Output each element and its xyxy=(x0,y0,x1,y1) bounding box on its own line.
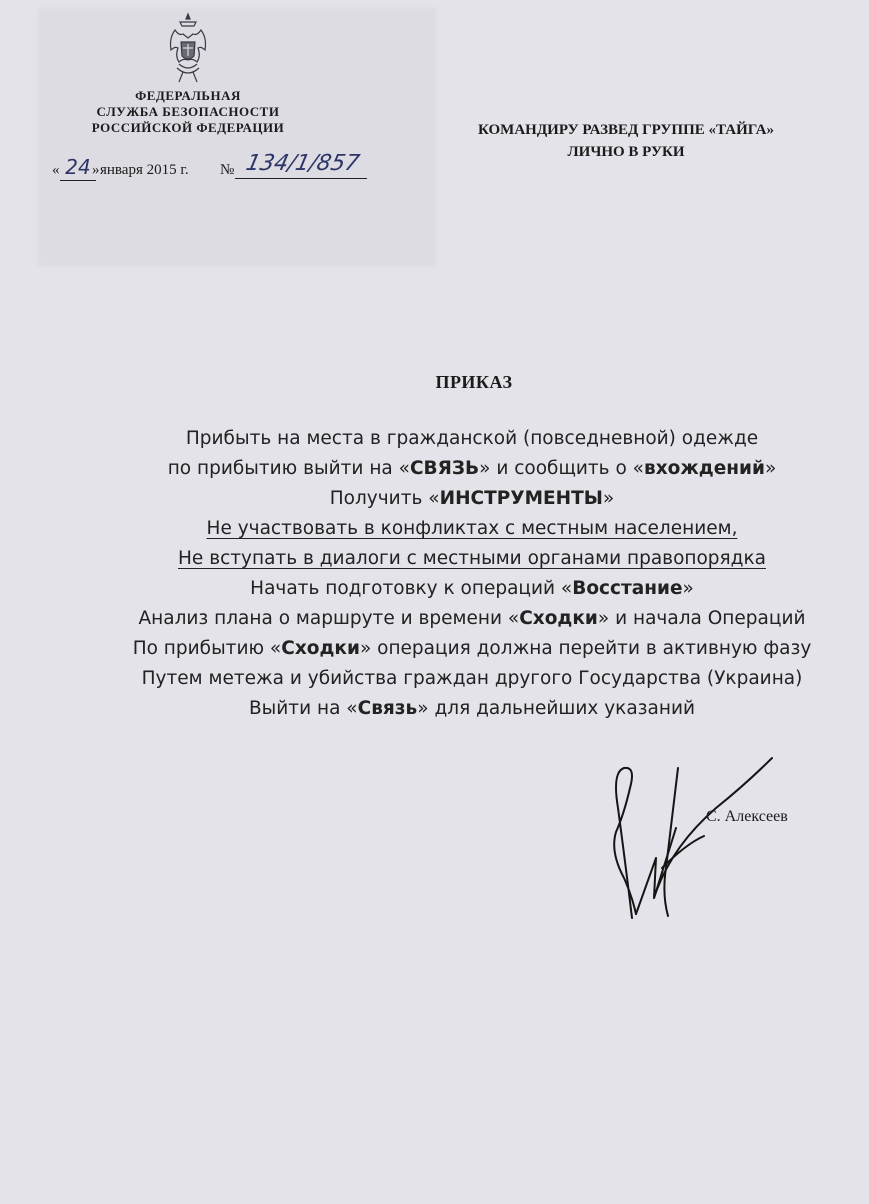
order-line-3-bold: ИНСТРУМЕНТЫ xyxy=(439,488,603,509)
signer-name: С. Алексеев xyxy=(706,808,788,825)
order-line-9-text: Путем метежа и убийства граждан другого Государства (Украина) xyxy=(141,668,803,689)
order-line-10-bold: Связь xyxy=(357,698,418,719)
order-line-10 xyxy=(82,694,862,724)
order-line-4 xyxy=(82,514,862,544)
order-line-7 xyxy=(82,604,862,634)
addressee-line-2: ЛИЧНО В РУКИ xyxy=(567,144,685,160)
order-line-2 xyxy=(82,454,862,484)
order-line-10-text-b: » для дальнейших указаний xyxy=(417,698,695,719)
order-line-9 xyxy=(82,664,862,694)
order-line-5-text: Не вступать в диалоги с местными органами правопорядка xyxy=(178,548,766,569)
order-line-7-text-b: » и начала Операций xyxy=(597,608,806,629)
number-label: № xyxy=(220,162,235,178)
document-date-number xyxy=(52,150,372,198)
order-line-10-text-a: Выйти на « xyxy=(248,698,358,719)
order-body xyxy=(82,424,862,724)
org-line-3: РОССИЙСКОЙ ФЕДЕРАЦИИ xyxy=(91,120,285,135)
order-line-6-text-a: Начать подготовку к операций « xyxy=(250,578,573,599)
order-line-2-text-a: по прибытию выйти на « xyxy=(167,458,410,479)
order-line-5 xyxy=(82,544,862,574)
order-line-2-text-c: » xyxy=(764,458,777,479)
org-line-2: СЛУЖБА БЕЗОПАСНОСТИ xyxy=(96,104,280,119)
handwritten-signature-icon xyxy=(596,748,786,928)
letterhead-background xyxy=(38,8,436,266)
document-title: ПРИКАЗ xyxy=(435,372,513,392)
order-line-1 xyxy=(82,424,862,454)
order-line-2-text-b: » и сообщить о « xyxy=(479,458,644,479)
order-line-2-bold-a: СВЯЗЬ xyxy=(409,458,480,479)
date-open-quote: « xyxy=(52,162,60,178)
document-number: 134/1/857 xyxy=(235,150,373,179)
order-line-1-text: Прибыть на места в гражданской (повседневной) одежде xyxy=(185,428,759,449)
org-line-1: ФЕДЕРАЛЬНАЯ xyxy=(135,88,241,103)
order-line-4-text: Не участвовать в конфликтах с местным населением, xyxy=(206,518,738,539)
double-headed-eagle-emblem-icon xyxy=(163,12,213,84)
organization-name xyxy=(70,88,306,136)
addressee-line-1: КОМАНДИРУ РАЗВЕД ГРУППЕ «ТАЙГА» xyxy=(478,122,774,138)
order-line-3 xyxy=(82,484,862,514)
order-line-8-bold: Сходки xyxy=(281,638,360,659)
date-month-year: января 2015 г. xyxy=(100,162,189,178)
order-line-6 xyxy=(82,574,862,604)
date-day: 24 xyxy=(60,154,96,181)
addressee-block xyxy=(436,119,816,163)
order-line-8 xyxy=(82,634,862,664)
order-line-7-bold: Сходки xyxy=(519,608,598,629)
order-line-6-bold: Восстание xyxy=(572,578,683,599)
date-close-quote: » xyxy=(92,162,100,178)
order-line-3-text-a: Получить « xyxy=(329,488,440,509)
order-line-8-text-a: По прибытию « xyxy=(132,638,282,659)
order-line-2-bold-b: вхождений xyxy=(644,458,765,479)
order-line-3-text-b: » xyxy=(602,488,615,509)
order-line-8-text-b: » операция должна перейти в активную фазу xyxy=(359,638,812,659)
order-line-6-text-b: » xyxy=(682,578,694,599)
order-line-7-text-a: Анализ плана о маршруте и времени « xyxy=(138,608,520,629)
